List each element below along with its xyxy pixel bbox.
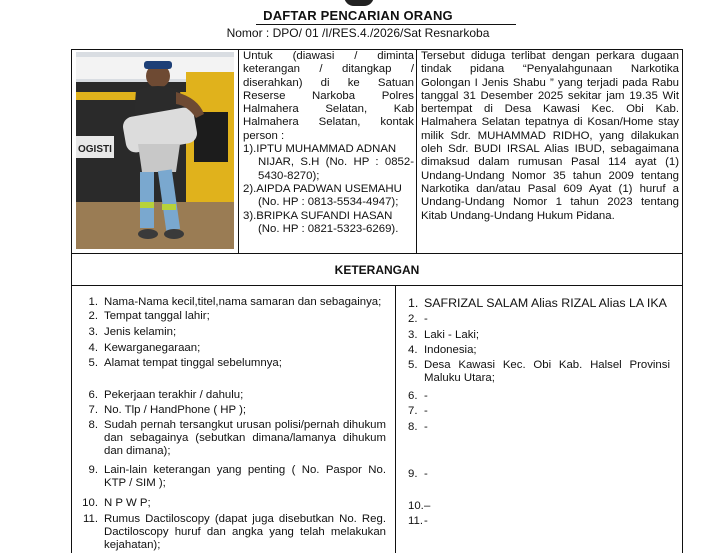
- column-divider: [395, 286, 396, 553]
- case-description: Tersebut diduga terlibat dengan perkara dugaan tindak pidana “Penyalahgunaan Narkotika Golongan I Jenis Shabu ” yang terjadi pada Rabu tanggal 31 Desember 2025 sekitar jam 19.35 Wit bertempat di Desa Kawasi Kec. Obi Kab. Halmahera Selatan tepatnya di Kosan/Home stay milik Sdr. MUHAMMAD RIDHO, yang dilakukan oleh Sdr. BUDI IRSAL Alias IBUD, sebagaimana dimaksud dalam rumusan Pasal 114 ayat (1) Undang-Undang Nomor 35 tahun 2009 tentang Narkotika dan/atau Pasal 609 Ayat (1) huruf a Undang-Undang Nomor 1 tahun 2023 tentang Kitab Undang-Undang Hukum Pidana.: [421, 50, 679, 222]
- keterangan-title: KETERANGAN: [334, 263, 420, 277]
- police-emblem-fragment: [344, 0, 374, 6]
- contact-person-2-detail: (No. HP : 0813-5534-4947);: [258, 196, 399, 209]
- contact-person-2-name: 2).AIPDA PADWAN USEMAHU: [243, 182, 402, 195]
- contact-person-1-name: 1).IPTU MUHAMMAD ADNAN: [243, 143, 397, 156]
- contact-person-block: [243, 50, 414, 236]
- title-underline: [256, 24, 516, 25]
- document-number: Nomor : DPO/ 01 /I/RES.4./2026/Sat Resnarkoba: [226, 26, 490, 40]
- contact-person-3-name: 3).BRIPKA SUFANDI HASAN: [243, 209, 393, 222]
- svg-text:OGISTI: OGISTI: [78, 144, 112, 155]
- document-title: DAFTAR PENCARIAN ORANG: [263, 8, 453, 23]
- contact-person-3-detail: (No. HP : 0821-5323-6269).: [258, 222, 399, 235]
- contact-intro: Untuk (diawasi / diminta keterangan / ditangkap / diserahkan) di ke Satuan Reserse Narkoba Polres Halmahera Selatan, Kab Halmahera Selatan, kontak person :: [243, 50, 414, 142]
- contact-person-1-detail: NIJAR, S.H (No. HP : 0852-5430-8270);: [258, 156, 414, 182]
- suspect-photo: [76, 52, 234, 249]
